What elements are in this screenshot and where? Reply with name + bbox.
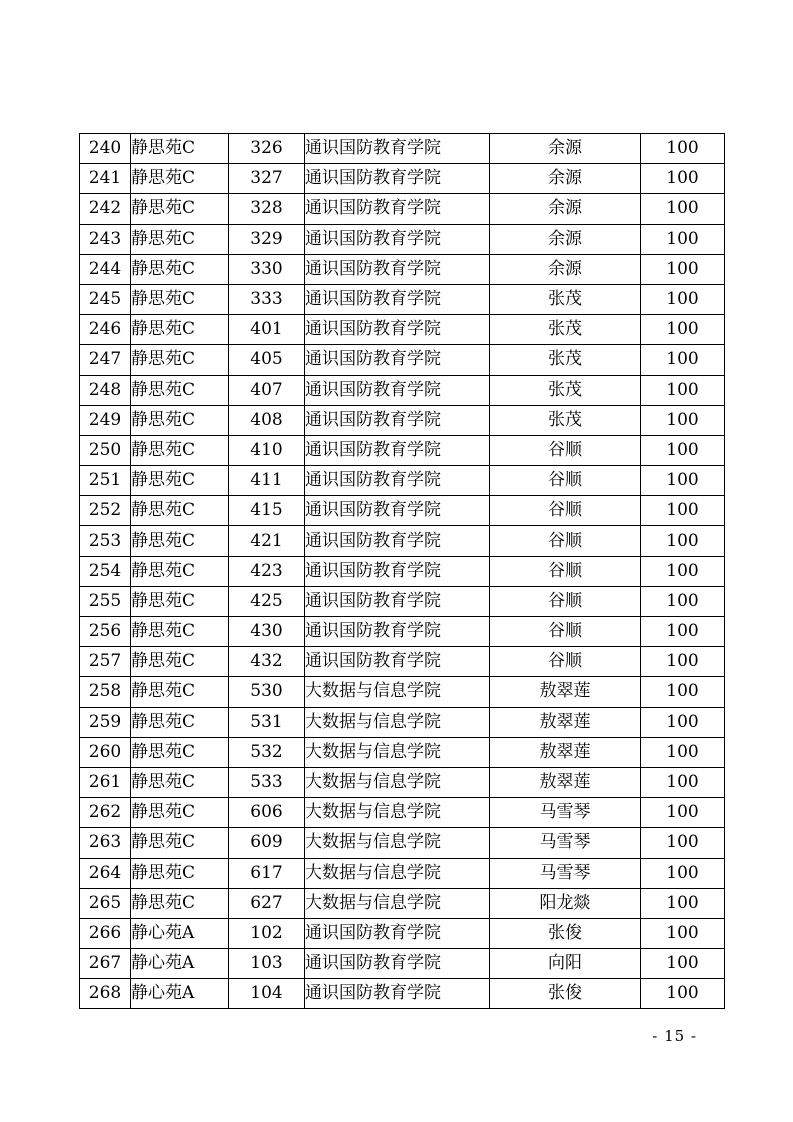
room-number-cell: 328 — [229, 194, 305, 224]
table-row — [80, 254, 725, 284]
score-cell: 100 — [641, 315, 725, 345]
table-row — [80, 134, 725, 164]
row-number-cell: 243 — [80, 224, 131, 254]
score-cell: 100 — [641, 647, 725, 677]
table-row — [80, 647, 725, 677]
table-row — [80, 586, 725, 616]
college-cell: 通识国防教育学院 — [305, 194, 490, 224]
person-name-cell: 张俊 — [490, 918, 641, 948]
table-row — [80, 737, 725, 767]
page-number: - 15 - — [652, 1027, 697, 1045]
row-number-cell: 244 — [80, 254, 131, 284]
person-name-cell: 余源 — [490, 224, 641, 254]
person-name-cell: 余源 — [490, 254, 641, 284]
room-number-cell: 326 — [229, 134, 305, 164]
person-name-cell: 马雪琴 — [490, 858, 641, 888]
score-cell: 100 — [641, 677, 725, 707]
row-number-cell: 254 — [80, 556, 131, 586]
room-number-cell: 606 — [229, 798, 305, 828]
person-name-cell: 谷顺 — [490, 496, 641, 526]
table-row — [80, 315, 725, 345]
person-name-cell: 张俊 — [490, 979, 641, 1009]
score-cell: 100 — [641, 405, 725, 435]
building-cell: 静思苑C — [131, 375, 229, 405]
person-name-cell: 谷顺 — [490, 435, 641, 465]
room-number-cell: 531 — [229, 707, 305, 737]
person-name-cell: 谷顺 — [490, 617, 641, 647]
college-cell: 通识国防教育学院 — [305, 405, 490, 435]
dormitory-score-table — [79, 133, 725, 1009]
college-cell: 大数据与信息学院 — [305, 677, 490, 707]
room-number-cell: 415 — [229, 496, 305, 526]
building-cell: 静思苑C — [131, 134, 229, 164]
building-cell: 静思苑C — [131, 556, 229, 586]
room-number-cell: 327 — [229, 164, 305, 194]
person-name-cell: 敖翠莲 — [490, 677, 641, 707]
college-cell: 通识国防教育学院 — [305, 979, 490, 1009]
score-cell: 100 — [641, 526, 725, 556]
score-cell: 100 — [641, 284, 725, 314]
room-number-cell: 411 — [229, 466, 305, 496]
score-cell: 100 — [641, 224, 725, 254]
room-number-cell: 329 — [229, 224, 305, 254]
row-number-cell: 240 — [80, 134, 131, 164]
building-cell: 静思苑C — [131, 586, 229, 616]
score-cell: 100 — [641, 134, 725, 164]
room-number-cell: 425 — [229, 586, 305, 616]
room-number-cell: 432 — [229, 647, 305, 677]
row-number-cell: 257 — [80, 647, 131, 677]
row-number-cell: 256 — [80, 617, 131, 647]
room-number-cell: 627 — [229, 888, 305, 918]
room-number-cell: 423 — [229, 556, 305, 586]
score-cell: 100 — [641, 466, 725, 496]
table-row — [80, 617, 725, 647]
building-cell: 静思苑C — [131, 737, 229, 767]
college-cell: 通识国防教育学院 — [305, 918, 490, 948]
table-row — [80, 375, 725, 405]
person-name-cell: 张茂 — [490, 315, 641, 345]
person-name-cell: 谷顺 — [490, 466, 641, 496]
room-number-cell: 330 — [229, 254, 305, 284]
score-cell: 100 — [641, 707, 725, 737]
building-cell: 静思苑C — [131, 315, 229, 345]
row-number-cell: 252 — [80, 496, 131, 526]
college-cell: 大数据与信息学院 — [305, 828, 490, 858]
table-row — [80, 767, 725, 797]
table-row — [80, 194, 725, 224]
room-number-cell: 104 — [229, 979, 305, 1009]
row-number-cell: 248 — [80, 375, 131, 405]
row-number-cell: 241 — [80, 164, 131, 194]
row-number-cell: 266 — [80, 918, 131, 948]
person-name-cell: 敖翠莲 — [490, 737, 641, 767]
person-name-cell: 向阳 — [490, 949, 641, 979]
room-number-cell: 530 — [229, 677, 305, 707]
table-row — [80, 556, 725, 586]
person-name-cell: 马雪琴 — [490, 828, 641, 858]
table-row — [80, 466, 725, 496]
college-cell: 通识国防教育学院 — [305, 556, 490, 586]
room-number-cell: 421 — [229, 526, 305, 556]
score-cell: 100 — [641, 435, 725, 465]
room-number-cell: 410 — [229, 435, 305, 465]
room-number-cell: 408 — [229, 405, 305, 435]
person-name-cell: 张茂 — [490, 405, 641, 435]
building-cell: 静思苑C — [131, 224, 229, 254]
college-cell: 通识国防教育学院 — [305, 647, 490, 677]
person-name-cell: 张茂 — [490, 375, 641, 405]
row-number-cell: 261 — [80, 767, 131, 797]
building-cell: 静思苑C — [131, 707, 229, 737]
building-cell: 静思苑C — [131, 858, 229, 888]
table-body — [80, 134, 725, 1009]
building-cell: 静思苑C — [131, 617, 229, 647]
row-number-cell: 247 — [80, 345, 131, 375]
person-name-cell: 余源 — [490, 134, 641, 164]
row-number-cell: 250 — [80, 435, 131, 465]
building-cell: 静思苑C — [131, 767, 229, 797]
row-number-cell: 262 — [80, 798, 131, 828]
room-number-cell: 430 — [229, 617, 305, 647]
building-cell: 静心苑A — [131, 918, 229, 948]
row-number-cell: 258 — [80, 677, 131, 707]
table-row — [80, 677, 725, 707]
table-row — [80, 435, 725, 465]
table-row — [80, 828, 725, 858]
college-cell: 通识国防教育学院 — [305, 466, 490, 496]
score-cell: 100 — [641, 345, 725, 375]
table-row — [80, 405, 725, 435]
score-cell: 100 — [641, 496, 725, 526]
college-cell: 大数据与信息学院 — [305, 858, 490, 888]
college-cell: 通识国防教育学院 — [305, 254, 490, 284]
table-row — [80, 526, 725, 556]
person-name-cell: 余源 — [490, 194, 641, 224]
college-cell: 通识国防教育学院 — [305, 526, 490, 556]
table-row — [80, 858, 725, 888]
room-number-cell: 103 — [229, 949, 305, 979]
person-name-cell: 敖翠莲 — [490, 707, 641, 737]
person-name-cell: 敖翠莲 — [490, 767, 641, 797]
score-cell: 100 — [641, 164, 725, 194]
building-cell: 静思苑C — [131, 798, 229, 828]
college-cell: 大数据与信息学院 — [305, 798, 490, 828]
building-cell: 静思苑C — [131, 345, 229, 375]
building-cell: 静思苑C — [131, 526, 229, 556]
table-row — [80, 888, 725, 918]
person-name-cell: 谷顺 — [490, 556, 641, 586]
score-cell: 100 — [641, 617, 725, 647]
table-row — [80, 284, 725, 314]
room-number-cell: 609 — [229, 828, 305, 858]
college-cell: 通识国防教育学院 — [305, 496, 490, 526]
score-cell: 100 — [641, 798, 725, 828]
building-cell: 静心苑A — [131, 979, 229, 1009]
row-number-cell: 259 — [80, 707, 131, 737]
building-cell: 静思苑C — [131, 496, 229, 526]
college-cell: 通识国防教育学院 — [305, 617, 490, 647]
person-name-cell: 阳龙燚 — [490, 888, 641, 918]
room-number-cell: 617 — [229, 858, 305, 888]
score-cell: 100 — [641, 949, 725, 979]
table-row — [80, 918, 725, 948]
college-cell: 通识国防教育学院 — [305, 164, 490, 194]
score-cell: 100 — [641, 375, 725, 405]
table-row — [80, 496, 725, 526]
score-cell: 100 — [641, 979, 725, 1009]
row-number-cell: 260 — [80, 737, 131, 767]
row-number-cell: 246 — [80, 315, 131, 345]
building-cell: 静思苑C — [131, 194, 229, 224]
college-cell: 大数据与信息学院 — [305, 767, 490, 797]
college-cell: 通识国防教育学院 — [305, 375, 490, 405]
room-number-cell: 333 — [229, 284, 305, 314]
college-cell: 通识国防教育学院 — [305, 345, 490, 375]
building-cell: 静思苑C — [131, 435, 229, 465]
score-cell: 100 — [641, 737, 725, 767]
college-cell: 大数据与信息学院 — [305, 707, 490, 737]
table-row — [80, 345, 725, 375]
person-name-cell: 谷顺 — [490, 647, 641, 677]
row-number-cell: 249 — [80, 405, 131, 435]
row-number-cell: 255 — [80, 586, 131, 616]
college-cell: 通识国防教育学院 — [305, 949, 490, 979]
person-name-cell: 谷顺 — [490, 586, 641, 616]
person-name-cell: 张茂 — [490, 284, 641, 314]
row-number-cell: 268 — [80, 979, 131, 1009]
college-cell: 大数据与信息学院 — [305, 888, 490, 918]
room-number-cell: 533 — [229, 767, 305, 797]
row-number-cell: 264 — [80, 858, 131, 888]
row-number-cell: 263 — [80, 828, 131, 858]
building-cell: 静思苑C — [131, 284, 229, 314]
table-row — [80, 949, 725, 979]
table-row — [80, 224, 725, 254]
person-name-cell: 余源 — [490, 164, 641, 194]
score-cell: 100 — [641, 888, 725, 918]
building-cell: 静心苑A — [131, 949, 229, 979]
building-cell: 静思苑C — [131, 405, 229, 435]
person-name-cell: 张茂 — [490, 345, 641, 375]
room-number-cell: 532 — [229, 737, 305, 767]
score-cell: 100 — [641, 194, 725, 224]
college-cell: 通识国防教育学院 — [305, 224, 490, 254]
score-cell: 100 — [641, 556, 725, 586]
college-cell: 通识国防教育学院 — [305, 315, 490, 345]
table-row — [80, 979, 725, 1009]
building-cell: 静思苑C — [131, 254, 229, 284]
person-name-cell: 谷顺 — [490, 526, 641, 556]
score-cell: 100 — [641, 767, 725, 797]
building-cell: 静思苑C — [131, 828, 229, 858]
row-number-cell: 265 — [80, 888, 131, 918]
row-number-cell: 245 — [80, 284, 131, 314]
table-row — [80, 707, 725, 737]
score-cell: 100 — [641, 918, 725, 948]
table-row — [80, 798, 725, 828]
college-cell: 通识国防教育学院 — [305, 284, 490, 314]
building-cell: 静思苑C — [131, 466, 229, 496]
table-row — [80, 164, 725, 194]
college-cell: 通识国防教育学院 — [305, 134, 490, 164]
room-number-cell: 102 — [229, 918, 305, 948]
person-name-cell: 马雪琴 — [490, 798, 641, 828]
building-cell: 静思苑C — [131, 888, 229, 918]
college-cell: 通识国防教育学院 — [305, 586, 490, 616]
college-cell: 大数据与信息学院 — [305, 737, 490, 767]
score-cell: 100 — [641, 828, 725, 858]
college-cell: 通识国防教育学院 — [305, 435, 490, 465]
row-number-cell: 242 — [80, 194, 131, 224]
score-cell: 100 — [641, 254, 725, 284]
room-number-cell: 401 — [229, 315, 305, 345]
row-number-cell: 267 — [80, 949, 131, 979]
row-number-cell: 253 — [80, 526, 131, 556]
row-number-cell: 251 — [80, 466, 131, 496]
building-cell: 静思苑C — [131, 164, 229, 194]
room-number-cell: 407 — [229, 375, 305, 405]
room-number-cell: 405 — [229, 345, 305, 375]
score-cell: 100 — [641, 858, 725, 888]
building-cell: 静思苑C — [131, 647, 229, 677]
score-cell: 100 — [641, 586, 725, 616]
building-cell: 静思苑C — [131, 677, 229, 707]
